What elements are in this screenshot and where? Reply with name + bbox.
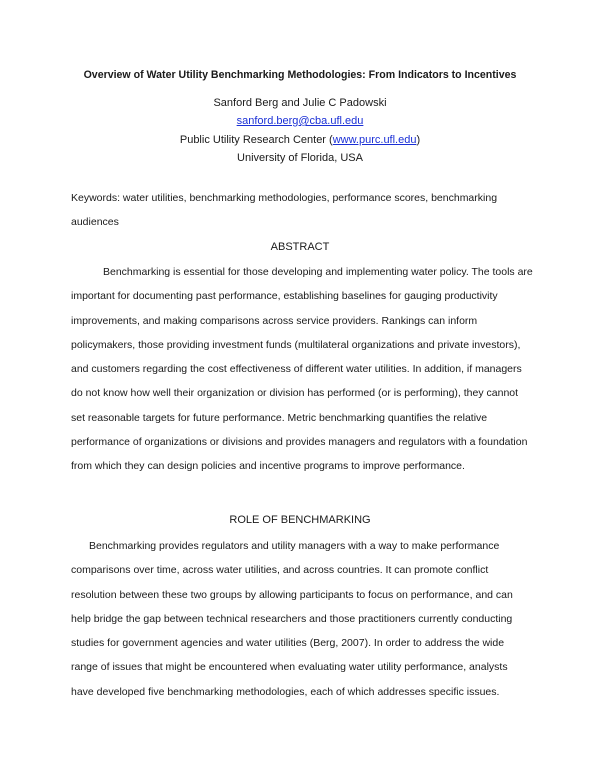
affiliation-suffix: ) [416, 134, 421, 146]
author-email-line [40, 114, 560, 128]
affiliation-prefix: Public Utility Research Center ( [179, 134, 333, 146]
abstract-heading: ABSTRACT [270, 241, 330, 253]
role-heading: ROLE OF BENCHMARKING [229, 514, 371, 526]
author-email-link[interactable]: sanford.berg@cba.ufl.edu [236, 115, 364, 127]
paper-title: Overview of Water Utility Benchmarking Methodologies: From Indicators to Incentives [83, 69, 517, 81]
abstract-paragraph: Benchmarking is essential for those developing and implementing water policy. The tools are important for documenting past performance, establishing baselines for gauging productivity improvements, and making comparisons across service providers. Rankings can inform policymakers, those providing investment funds (multilateral organizations and private investors), and customers regarding the cost effectiveness of different water utilities. In addition, if managers do not know how well their organization or division has performed (or is performing), they cannot set reasonable targets for future performance. Metric benchmarking quantifies the relative performance of organizations or divisions and provides managers and regulators with a foundation from which they can design policies and incentive programs to improve performance. [71, 266, 533, 473]
affiliation-line [40, 133, 560, 147]
affiliation-website-link[interactable]: www.purc.ufl.edu [332, 134, 417, 146]
role-paragraph: Benchmarking provides regulators and utility managers with a way to make performance comparisons over time, across water utilities, and across countries. It can promote conflict resolution between these two groups by allowing participants to focus on performance, and can help bridge the gap between technical researchers and those practitioners currently conducting studies for government agencies and water utilities (Berg, 2007). In order to address the wide range of issues that might be encountered when evaluating water utility performance, analysts have developed five benchmarking methodologies, each of which addresses specific issues. [71, 540, 513, 698]
university-line: University of Florida, USA [237, 152, 363, 164]
author-names: Sanford Berg and Julie C Padowski [213, 97, 387, 109]
keywords-paragraph: Keywords: water utilities, benchmarking methodologies, performance scores, benchmarking audiences [71, 192, 498, 229]
